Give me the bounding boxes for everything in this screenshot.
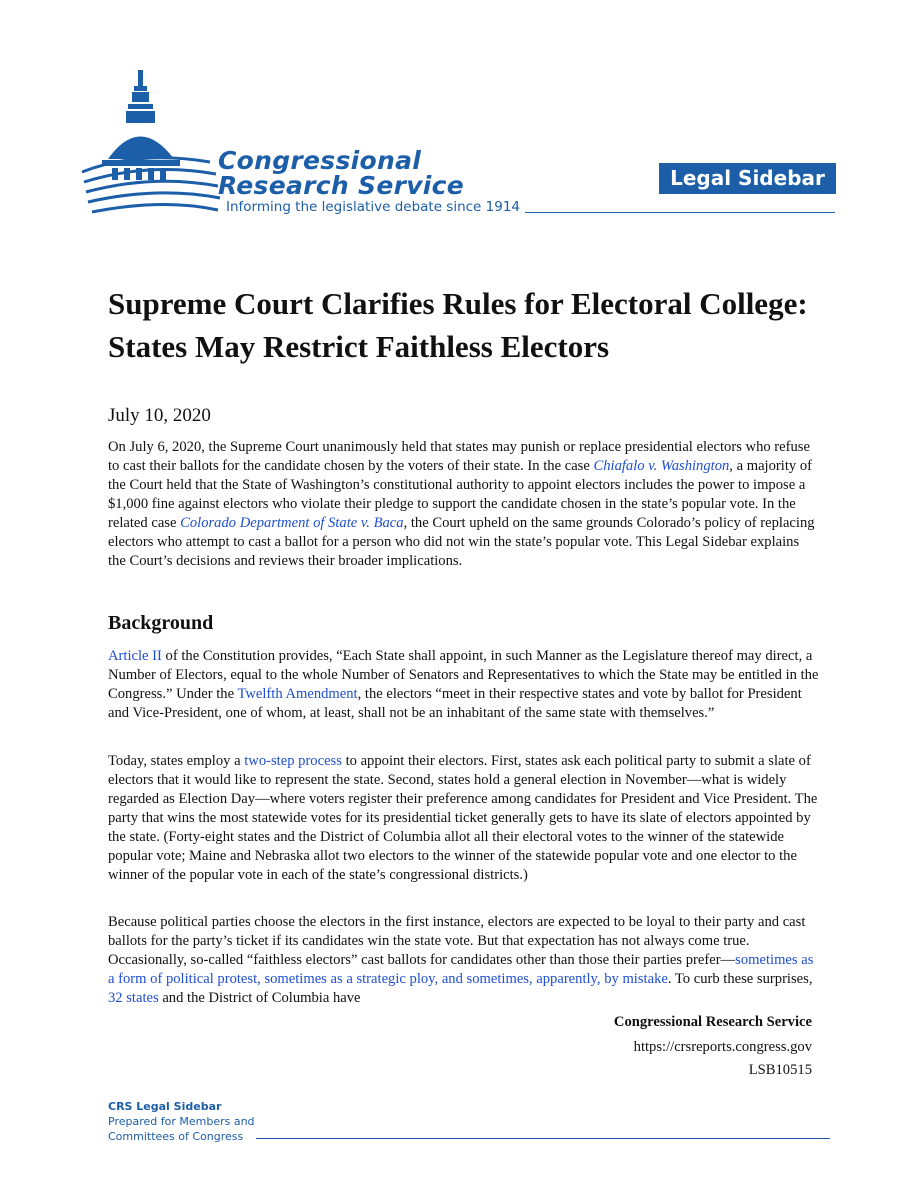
footer-prepared-line1: Prepared for Members and: [108, 1115, 255, 1128]
text-segment: , a majority of the Court held that the State of Washington’s constitutional authority to appoint electors includes the power to impose a $1,000 fine against electors who violate their pledge to support the candidate chosen in the state’s popular vote. In the related case: [108, 458, 812, 531]
link-strategic-ploy[interactable]: sometimes as a strategic ploy: [264, 971, 435, 987]
page-title: Supreme Court Clarifies Rules for Electoral College: States May Restrict Faithless Electors: [108, 286, 808, 364]
text-segment: , the electors “meet in their respective states and vote by ballot for President and Vice-President, one of whom, at least, shall not be an inhabitant of the same state with themselves.”: [108, 686, 802, 721]
text-segment: , the Court upheld on the same grounds Colorado’s policy of replacing electors who attempt to cast a ballot for a person who did not win the state’s popular vote. This Legal Sidebar explains the Court’s decisions and reviews their broader implications.: [108, 515, 815, 569]
footer-url[interactable]: https://crsreports.congress.gov: [633, 1039, 812, 1055]
text-segment: to appoint their electors. First, states ask each political party to submit a slate of electors that it would like to represent the state. Second, states hold a general election in November—what is widely regarded as Election Day—where voters register their preference among candidates for President and Vice President. The party that wins the most statewide votes for its presidential ticket generally gets to have its slate of electors appointed by the state. (Forty-eight states and the District of Columbia allot all their electoral votes to the winner of the statewide popular vote; Maine and Nebraska allot two electors to the winner of the statewide popular vote and one elector to the winner of the popular vote in each of the state’s congressional districts.): [108, 753, 818, 883]
background-paragraph-3: [108, 913, 820, 1008]
link-separator: ,: [434, 971, 442, 987]
footer-crs-title: CRS Legal Sidebar: [108, 1100, 222, 1113]
background-paragraph-2: [108, 752, 820, 885]
publication-date: July 10, 2020: [108, 405, 211, 426]
link-political-protest[interactable]: sometimes as a form of political protest: [108, 952, 814, 987]
link-separator: ,: [257, 971, 265, 987]
link-article-ii[interactable]: Article II: [108, 648, 162, 664]
footer-divider: [256, 1138, 830, 1139]
link-by-mistake[interactable]: and sometimes, apparently, by mistake: [441, 971, 668, 987]
link-32-states[interactable]: 32 states: [108, 990, 159, 1006]
footer-crs-block: [108, 1099, 255, 1144]
header-divider: [525, 212, 835, 213]
text-segment: . To curb these surprises,: [667, 971, 813, 987]
link-chiafalo-v-washington[interactable]: Chiafalo v. Washington: [593, 458, 730, 474]
crs-logo: [78, 64, 548, 224]
footer-prepared-line2: Committees of Congress: [108, 1130, 244, 1143]
logo-text-line2: Research Service: [218, 171, 465, 200]
legal-sidebar-badge: Legal Sidebar: [659, 163, 836, 194]
background-paragraph-1: [108, 647, 820, 723]
capitol-dome-icon: [78, 64, 228, 219]
text-segment: On July 6, 2020, the Supreme Court unanimously held that states may punish or replace presidential electors who refuse to cast their ballots for the candidate chosen by the voters of their state. In the case: [108, 439, 810, 474]
text-segment: of the Constitution provides, “Each State shall appoint, in such Manner as the Legislature thereof may direct, a Number of Electors, equal to the whole Number of Senators and Representatives to which the State may be entitled in the Congress.” Under the: [108, 648, 819, 702]
footer-report-code: LSB10515: [748, 1062, 812, 1078]
footer-org: Congressional Research Service: [613, 1014, 812, 1030]
text-segment: Because political parties choose the electors in the first instance, electors are expected to be loyal to their party and cast ballots for the party’s ticket if its candidates win the state vote. But that expectation has not always come true. Occasionally, so-called “faithless electors” cast ballots for candidates other than those their parties prefer—: [108, 914, 806, 968]
logo-tagline: Informing the legislative debate since 1914: [226, 199, 521, 215]
logo-text-line1: Congressional: [218, 146, 422, 175]
intro-paragraph: [108, 438, 820, 571]
section-heading-background: Background: [108, 612, 214, 634]
text-segment: Today, states employ a: [108, 753, 245, 769]
link-two-step-process[interactable]: two-step process: [244, 753, 342, 769]
link-twelfth-amendment[interactable]: Twelfth Amendment: [237, 686, 358, 702]
link-colorado-v-baca[interactable]: Colorado Department of State v. Baca: [180, 515, 404, 531]
text-segment: and the District of Columbia have: [158, 990, 361, 1006]
